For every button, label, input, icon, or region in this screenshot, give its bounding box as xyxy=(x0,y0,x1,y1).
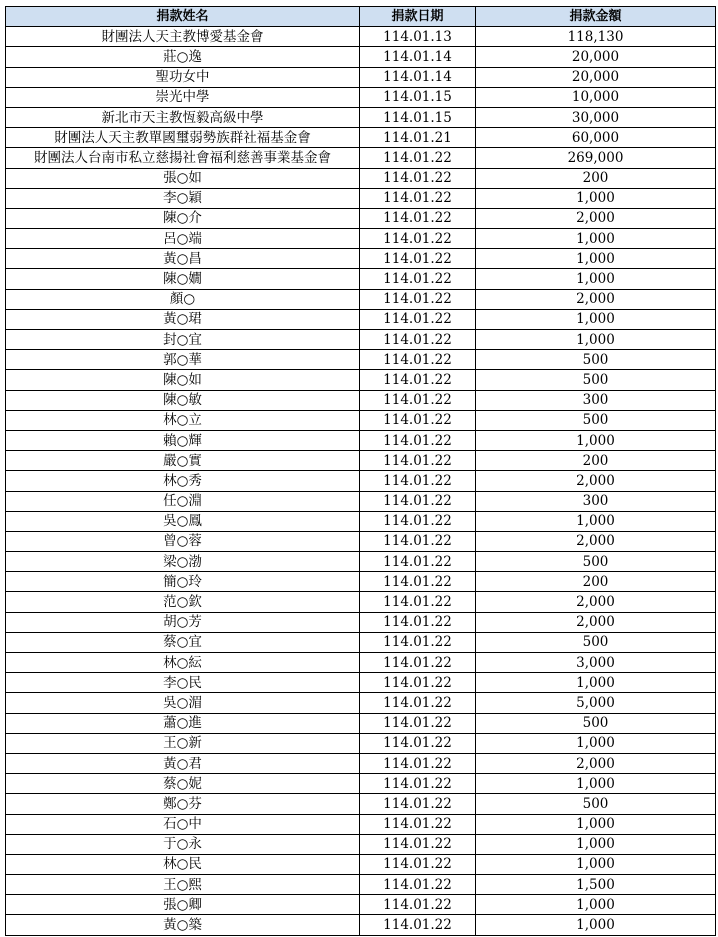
table-row xyxy=(6,370,716,390)
donor-name-cell: 賴○輝 xyxy=(6,430,360,450)
donation-amount-cell: 500 xyxy=(476,370,716,390)
table-row xyxy=(6,330,716,350)
donation-amount-cell: 1,000 xyxy=(476,733,716,753)
donor-name-cell: 李○民 xyxy=(6,673,360,693)
donation-date-cell: 114.01.22 xyxy=(360,370,476,390)
donation-date-cell: 114.01.15 xyxy=(360,107,476,127)
donation-amount-cell: 1,000 xyxy=(476,774,716,794)
donation-date-cell: 114.01.22 xyxy=(360,249,476,269)
donor-name-cell: 呂○端 xyxy=(6,229,360,249)
donation-amount-cell: 269,000 xyxy=(476,148,716,168)
donation-date-cell: 114.01.15 xyxy=(360,87,476,107)
donation-date-cell: 114.01.14 xyxy=(360,67,476,87)
donor-name-cell: 財團法人天主教單國璽弱勢族群社福基金會 xyxy=(6,128,360,148)
donation-amount-cell: 1,000 xyxy=(476,269,716,289)
donor-name-cell: 嚴○實 xyxy=(6,451,360,471)
table-row xyxy=(6,289,716,309)
donor-name-cell: 林○民 xyxy=(6,854,360,874)
table-row xyxy=(6,531,716,551)
donation-amount-cell: 200 xyxy=(476,168,716,188)
donation-date-cell: 114.01.22 xyxy=(360,410,476,430)
donor-name-cell: 蕭○進 xyxy=(6,713,360,733)
donor-name-cell: 曾○蓉 xyxy=(6,531,360,551)
donation-amount-cell: 1,500 xyxy=(476,875,716,895)
donation-amount-cell: 1,000 xyxy=(476,188,716,208)
donation-date-cell: 114.01.22 xyxy=(360,188,476,208)
donor-name-cell: 林○秀 xyxy=(6,471,360,491)
donation-amount-cell: 30,000 xyxy=(476,107,716,127)
donation-date-cell: 114.01.22 xyxy=(360,491,476,511)
table-row xyxy=(6,87,716,107)
table-row xyxy=(6,128,716,148)
donor-name-cell: 顏○ xyxy=(6,289,360,309)
table-row xyxy=(6,632,716,652)
donation-date-cell: 114.01.22 xyxy=(360,774,476,794)
table-row xyxy=(6,753,716,773)
donor-name-cell: 蔡○妮 xyxy=(6,774,360,794)
donor-name-cell: 陳○嫺 xyxy=(6,269,360,289)
donor-name-cell: 吳○鳳 xyxy=(6,511,360,531)
donation-date-cell: 114.01.22 xyxy=(360,148,476,168)
table-row xyxy=(6,269,716,289)
table-row xyxy=(6,713,716,733)
donation-date-cell: 114.01.22 xyxy=(360,552,476,572)
table-row xyxy=(6,592,716,612)
table-row xyxy=(6,249,716,269)
donor-name-cell: 李○穎 xyxy=(6,188,360,208)
donation-date-cell: 114.01.22 xyxy=(360,229,476,249)
table-row xyxy=(6,915,716,935)
table-row xyxy=(6,309,716,329)
table-row xyxy=(6,350,716,370)
donation-amount-cell: 60,000 xyxy=(476,128,716,148)
donation-amount-cell: 1,000 xyxy=(476,249,716,269)
table-row xyxy=(6,208,716,228)
donation-amount-cell: 118,130 xyxy=(476,27,716,47)
table-row xyxy=(6,552,716,572)
table-row xyxy=(6,834,716,854)
donation-date-cell: 114.01.22 xyxy=(360,289,476,309)
donation-table xyxy=(5,6,716,936)
donation-amount-cell: 500 xyxy=(476,552,716,572)
table-row xyxy=(6,693,716,713)
donation-amount-cell: 500 xyxy=(476,794,716,814)
donation-amount-cell: 20,000 xyxy=(476,47,716,67)
donation-amount-cell: 1,000 xyxy=(476,309,716,329)
donor-name-cell: 財團法人天主教博愛基金會 xyxy=(6,27,360,47)
donation-date-cell: 114.01.22 xyxy=(360,330,476,350)
donation-date-cell: 114.01.22 xyxy=(360,875,476,895)
donation-date-cell: 114.01.22 xyxy=(360,673,476,693)
table-row xyxy=(6,148,716,168)
donor-name-cell: 林○立 xyxy=(6,410,360,430)
donation-date-cell: 114.01.22 xyxy=(360,168,476,188)
donor-name-cell: 郭○華 xyxy=(6,350,360,370)
donation-date-cell: 114.01.22 xyxy=(360,814,476,834)
donor-name-cell: 黃○築 xyxy=(6,915,360,935)
table-row xyxy=(6,491,716,511)
donor-name-cell: 鄭○芬 xyxy=(6,794,360,814)
donation-date-cell: 114.01.22 xyxy=(360,854,476,874)
table-row xyxy=(6,612,716,632)
donor-name-cell: 胡○芳 xyxy=(6,612,360,632)
donor-name-cell: 莊○逸 xyxy=(6,47,360,67)
table-row xyxy=(6,188,716,208)
donation-amount-cell: 1,000 xyxy=(476,229,716,249)
table-row xyxy=(6,27,716,47)
donor-name-cell: 王○熙 xyxy=(6,875,360,895)
donor-name-cell: 崇光中學 xyxy=(6,87,360,107)
donor-name-cell: 蔡○宜 xyxy=(6,632,360,652)
donation-amount-cell: 300 xyxy=(476,491,716,511)
donation-date-cell: 114.01.22 xyxy=(360,471,476,491)
header-donation-date: 捐款日期 xyxy=(360,7,476,27)
donation-date-cell: 114.01.22 xyxy=(360,208,476,228)
donation-date-cell: 114.01.22 xyxy=(360,895,476,915)
donation-amount-cell: 500 xyxy=(476,632,716,652)
donation-date-cell: 114.01.22 xyxy=(360,430,476,450)
donor-name-cell: 張○卿 xyxy=(6,895,360,915)
donor-name-cell: 梁○渤 xyxy=(6,552,360,572)
donation-amount-cell: 2,000 xyxy=(476,612,716,632)
donation-date-cell: 114.01.22 xyxy=(360,733,476,753)
donation-amount-cell: 2,000 xyxy=(476,531,716,551)
donation-amount-cell: 300 xyxy=(476,390,716,410)
table-row xyxy=(6,572,716,592)
donation-amount-cell: 500 xyxy=(476,410,716,430)
donation-date-cell: 114.01.22 xyxy=(360,572,476,592)
donor-name-cell: 財團法人台南市私立慈揚社會福利慈善事業基金會 xyxy=(6,148,360,168)
table-row xyxy=(6,875,716,895)
donation-date-cell: 114.01.22 xyxy=(360,350,476,370)
header-donation-amount: 捐款金額 xyxy=(476,7,716,27)
donation-amount-cell: 1,000 xyxy=(476,330,716,350)
donation-amount-cell: 1,000 xyxy=(476,915,716,935)
donation-date-cell: 114.01.22 xyxy=(360,269,476,289)
donor-name-cell: 吳○湄 xyxy=(6,693,360,713)
table-row xyxy=(6,673,716,693)
table-row xyxy=(6,168,716,188)
donation-amount-cell: 1,000 xyxy=(476,430,716,450)
table-row xyxy=(6,733,716,753)
donor-name-cell: 黃○珺 xyxy=(6,309,360,329)
donor-name-cell: 黃○昌 xyxy=(6,249,360,269)
donation-date-cell: 114.01.22 xyxy=(360,309,476,329)
donor-name-cell: 黃○君 xyxy=(6,753,360,773)
donation-date-cell: 114.01.22 xyxy=(360,511,476,531)
donor-name-cell: 王○新 xyxy=(6,733,360,753)
table-row xyxy=(6,774,716,794)
donation-amount-cell: 2,000 xyxy=(476,753,716,773)
table-row xyxy=(6,451,716,471)
table-row xyxy=(6,511,716,531)
donation-amount-cell: 500 xyxy=(476,350,716,370)
donation-date-cell: 114.01.22 xyxy=(360,390,476,410)
donation-date-cell: 114.01.22 xyxy=(360,653,476,673)
donation-date-cell: 114.01.22 xyxy=(360,451,476,471)
donor-name-cell: 任○淵 xyxy=(6,491,360,511)
donor-name-cell: 聖功女中 xyxy=(6,67,360,87)
donor-name-cell: 新北市天主教恆毅高級中學 xyxy=(6,107,360,127)
table-row xyxy=(6,794,716,814)
donor-name-cell: 封○宜 xyxy=(6,330,360,350)
donation-amount-cell: 20,000 xyxy=(476,67,716,87)
table-row xyxy=(6,653,716,673)
donation-date-cell: 114.01.14 xyxy=(360,47,476,67)
table-row xyxy=(6,390,716,410)
donation-date-cell: 114.01.22 xyxy=(360,592,476,612)
table-row xyxy=(6,229,716,249)
donation-amount-cell: 2,000 xyxy=(476,471,716,491)
donation-amount-cell: 1,000 xyxy=(476,511,716,531)
donation-amount-cell: 1,000 xyxy=(476,814,716,834)
donor-name-cell: 簡○玲 xyxy=(6,572,360,592)
table-row xyxy=(6,47,716,67)
donation-date-cell: 114.01.22 xyxy=(360,531,476,551)
table-row xyxy=(6,471,716,491)
header-row xyxy=(6,7,716,27)
donor-name-cell: 于○永 xyxy=(6,834,360,854)
donation-date-cell: 114.01.22 xyxy=(360,915,476,935)
donation-amount-cell: 10,000 xyxy=(476,87,716,107)
donation-date-cell: 114.01.22 xyxy=(360,834,476,854)
table-row xyxy=(6,895,716,915)
donor-name-cell: 陳○如 xyxy=(6,370,360,390)
donation-amount-cell: 5,000 xyxy=(476,693,716,713)
donor-name-cell: 范○欽 xyxy=(6,592,360,612)
donation-amount-cell: 1,000 xyxy=(476,854,716,874)
donation-date-cell: 114.01.22 xyxy=(360,713,476,733)
donation-amount-cell: 200 xyxy=(476,451,716,471)
table-row xyxy=(6,410,716,430)
donor-name-cell: 陳○敏 xyxy=(6,390,360,410)
donation-amount-cell: 1,000 xyxy=(476,834,716,854)
donor-name-cell: 石○中 xyxy=(6,814,360,834)
table-row xyxy=(6,107,716,127)
table-row xyxy=(6,814,716,834)
table-row xyxy=(6,430,716,450)
donation-date-cell: 114.01.22 xyxy=(360,632,476,652)
donation-date-cell: 114.01.22 xyxy=(360,794,476,814)
donation-amount-cell: 1,000 xyxy=(476,673,716,693)
donation-amount-cell: 3,000 xyxy=(476,653,716,673)
table-row xyxy=(6,854,716,874)
donation-amount-cell: 200 xyxy=(476,572,716,592)
header-donor-name: 捐款姓名 xyxy=(6,7,360,27)
donation-date-cell: 114.01.21 xyxy=(360,128,476,148)
donation-amount-cell: 2,000 xyxy=(476,592,716,612)
donation-amount-cell: 1,000 xyxy=(476,895,716,915)
donation-amount-cell: 2,000 xyxy=(476,208,716,228)
donation-amount-cell: 500 xyxy=(476,713,716,733)
table-row xyxy=(6,67,716,87)
donation-date-cell: 114.01.13 xyxy=(360,27,476,47)
donor-name-cell: 張○如 xyxy=(6,168,360,188)
donation-date-cell: 114.01.22 xyxy=(360,753,476,773)
donor-name-cell: 陳○介 xyxy=(6,208,360,228)
donation-amount-cell: 2,000 xyxy=(476,289,716,309)
donation-date-cell: 114.01.22 xyxy=(360,612,476,632)
donor-name-cell: 林○紜 xyxy=(6,653,360,673)
donation-date-cell: 114.01.22 xyxy=(360,693,476,713)
